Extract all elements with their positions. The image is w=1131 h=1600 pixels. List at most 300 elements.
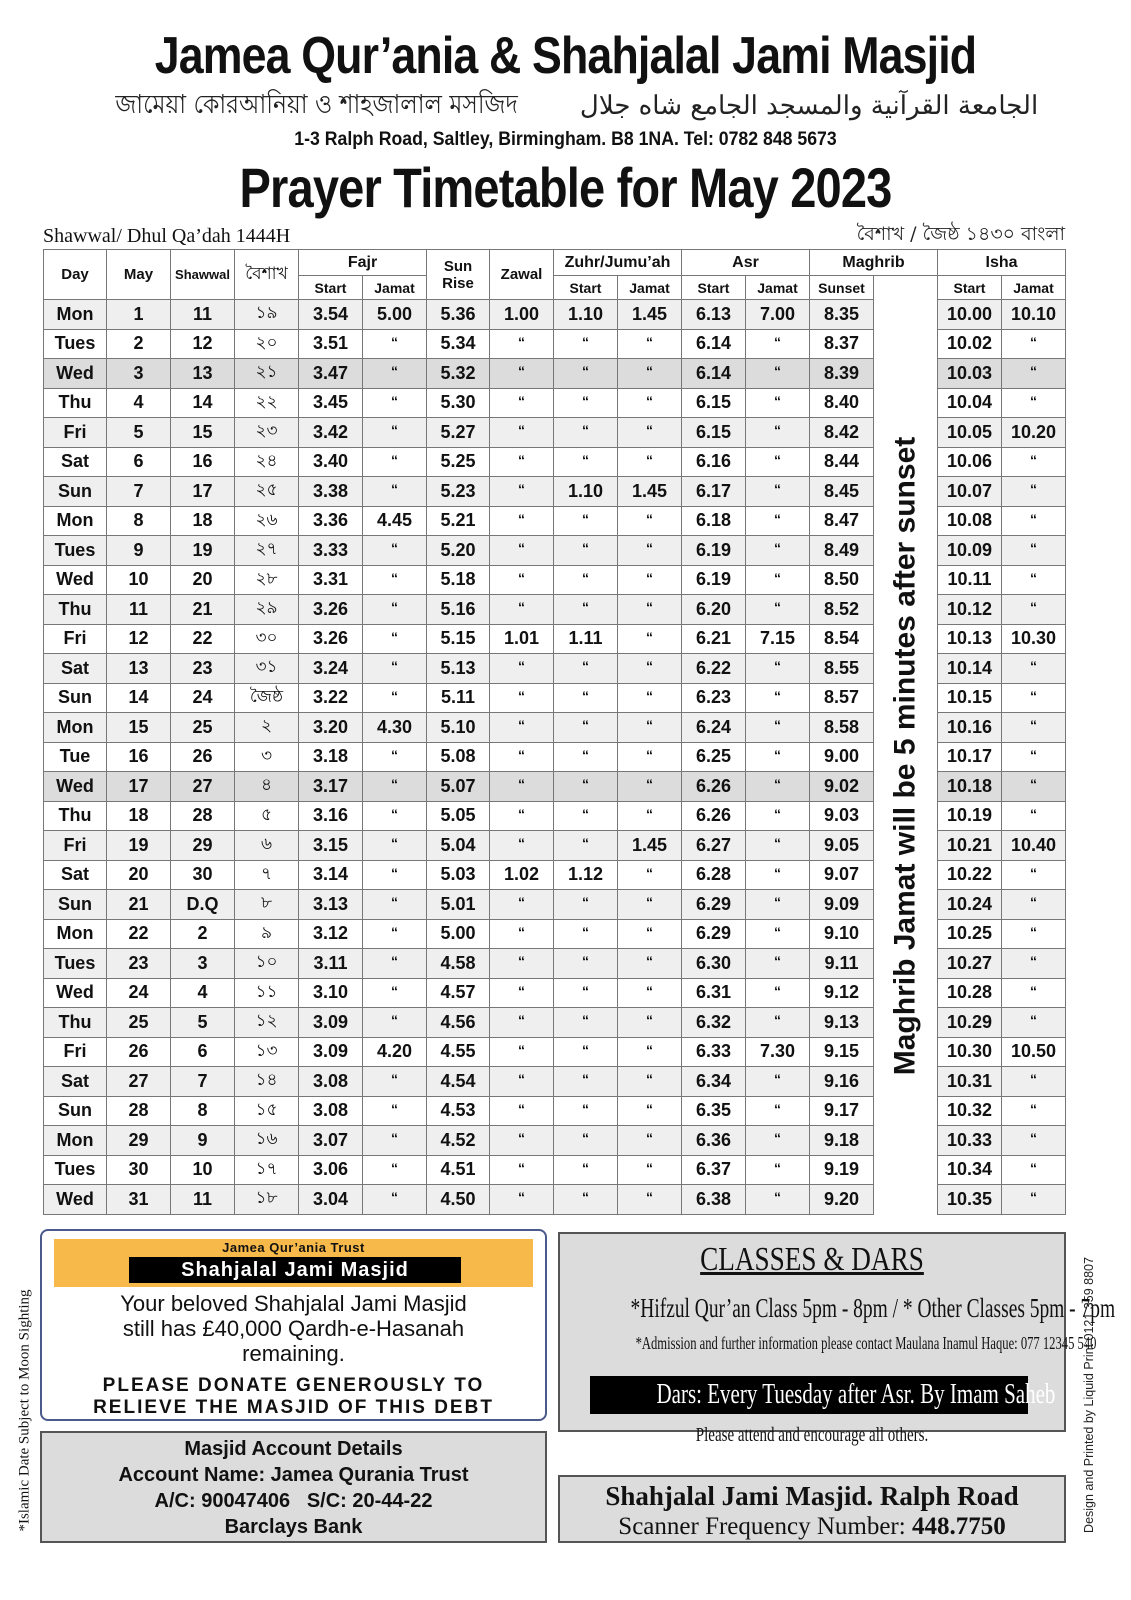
cell-isha-start: 10.21 <box>938 831 1002 861</box>
cell-isha-jamat: 10.10 <box>1002 300 1066 330</box>
masjid-address: 1-3 Ralph Road, Saltley, Birmingham. B8 1NA. Tel: 0782 848 5673 <box>294 129 837 150</box>
cell-fajr-start: 3.09 <box>299 1037 363 1067</box>
cell-zuhr-jamat: “ <box>618 447 682 477</box>
cell-date: 8 <box>107 506 171 536</box>
header-asr-jamat: Jamat <box>746 276 810 300</box>
cell-fajr-jamat: “ <box>363 1008 427 1038</box>
cell-day: Fri <box>44 1037 107 1067</box>
cell-zawal: “ <box>490 477 554 507</box>
cell-zuhr-start: “ <box>554 1096 618 1126</box>
classes-attend-note: Please attend and encourage all others. <box>695 1424 929 1446</box>
cell-fajr-jamat: “ <box>363 536 427 566</box>
cell-sunset: 8.58 <box>810 713 874 743</box>
header-zuhr-jamat: Jamat <box>618 276 682 300</box>
cell-asr-jamat: “ <box>746 1126 810 1156</box>
cell-zuhr-start: “ <box>554 1155 618 1185</box>
cell-zuhr-start: “ <box>554 595 618 625</box>
table-row <box>44 418 1066 448</box>
cell-maghrib-gap <box>874 1155 938 1185</box>
cell-isha-jamat: “ <box>1002 1096 1066 1126</box>
cell-day: Mon <box>44 1126 107 1156</box>
cell-hijri: 13 <box>171 359 235 389</box>
header-fajr: Fajr <box>299 250 427 276</box>
cell-asr-jamat: “ <box>746 418 810 448</box>
cell-asr-start: 6.26 <box>682 801 746 831</box>
header-bengali: বৈশাখ <box>235 250 299 300</box>
cell-asr-jamat: “ <box>746 536 810 566</box>
cell-zuhr-jamat: “ <box>618 1126 682 1156</box>
cell-asr-jamat: “ <box>746 713 810 743</box>
cell-zawal: “ <box>490 1037 554 1067</box>
header-zuhr-start: Start <box>554 276 618 300</box>
cell-bengali: ৪ <box>235 772 299 802</box>
cell-bengali: ৩১ <box>235 654 299 684</box>
cell-zuhr-jamat: “ <box>618 978 682 1008</box>
cell-sunrise: 4.57 <box>427 978 490 1008</box>
cell-fajr-start: 3.08 <box>299 1067 363 1097</box>
cell-asr-start: 6.24 <box>682 713 746 743</box>
cell-day: Fri <box>44 831 107 861</box>
cell-fajr-jamat: “ <box>363 1155 427 1185</box>
cell-fajr-jamat: 4.45 <box>363 506 427 536</box>
cell-asr-start: 6.30 <box>682 949 746 979</box>
cell-zawal: “ <box>490 831 554 861</box>
cell-date: 28 <box>107 1096 171 1126</box>
cell-maghrib-gap <box>874 624 938 654</box>
cell-bengali: ১৮ <box>235 1185 299 1215</box>
cell-zuhr-jamat: “ <box>618 506 682 536</box>
cell-asr-start: 6.21 <box>682 624 746 654</box>
cell-isha-jamat: “ <box>1002 536 1066 566</box>
cell-zawal: “ <box>490 447 554 477</box>
table-row <box>44 1185 1066 1215</box>
cell-maghrib-gap <box>874 418 938 448</box>
cell-fajr-jamat: “ <box>363 359 427 389</box>
cell-isha-jamat: “ <box>1002 860 1066 890</box>
dars-banner <box>590 1376 1056 1414</box>
cell-date: 2 <box>107 329 171 359</box>
cell-asr-start: 6.26 <box>682 772 746 802</box>
cell-isha-start: 10.30 <box>938 1037 1002 1067</box>
cell-hijri: 21 <box>171 595 235 625</box>
cell-zawal: “ <box>490 713 554 743</box>
cell-asr-jamat: “ <box>746 1096 810 1126</box>
cell-zuhr-start: “ <box>554 890 618 920</box>
islamic-date-note-text: *Islamic Date Subject to Moon Sighting <box>16 1288 33 1532</box>
cell-maghrib-gap <box>874 1185 938 1215</box>
cell-isha-jamat: “ <box>1002 890 1066 920</box>
cell-day: Fri <box>44 624 107 654</box>
cell-date: 15 <box>107 713 171 743</box>
cell-zawal: “ <box>490 772 554 802</box>
islamic-date-note <box>14 1270 36 1550</box>
cell-isha-jamat: “ <box>1002 713 1066 743</box>
cell-isha-jamat: “ <box>1002 447 1066 477</box>
cell-sunrise: 5.18 <box>427 565 490 595</box>
classes-heading: CLASSES & DARS <box>700 1241 924 1278</box>
hijri-months-label: Shawwal/ Dhul Qa’dah 1444H <box>43 225 291 247</box>
cell-day: Thu <box>44 801 107 831</box>
cell-date: 16 <box>107 742 171 772</box>
cell-zuhr-jamat: “ <box>618 565 682 595</box>
cell-fajr-jamat: “ <box>363 329 427 359</box>
cell-asr-jamat: “ <box>746 949 810 979</box>
cell-date: 4 <box>107 388 171 418</box>
donation-message-line: still has £40,000 Qardh-e-Hasanah <box>122 1316 465 1341</box>
cell-bengali: ৫ <box>235 801 299 831</box>
cell-asr-start: 6.14 <box>682 359 746 389</box>
cell-asr-jamat: 7.15 <box>746 624 810 654</box>
cell-isha-start: 10.03 <box>938 359 1002 389</box>
header-day: Day <box>44 250 107 300</box>
cell-day: Wed <box>44 359 107 389</box>
cell-bengali: ২৭ <box>235 536 299 566</box>
cell-zuhr-start: “ <box>554 683 618 713</box>
cell-sunrise: 4.55 <box>427 1037 490 1067</box>
cell-date: 7 <box>107 477 171 507</box>
table-row <box>44 447 1066 477</box>
cell-fajr-start: 3.26 <box>299 624 363 654</box>
cell-asr-start: 6.34 <box>682 1067 746 1097</box>
cell-day: Wed <box>44 565 107 595</box>
cell-isha-jamat: 10.30 <box>1002 624 1066 654</box>
cell-sunrise: 5.25 <box>427 447 490 477</box>
cell-zuhr-start: 1.11 <box>554 624 618 654</box>
cell-zuhr-start: “ <box>554 388 618 418</box>
cell-sunrise: 5.15 <box>427 624 490 654</box>
cell-sunrise: 5.21 <box>427 506 490 536</box>
cell-maghrib-gap <box>874 477 938 507</box>
donation-call-to-action <box>42 1375 545 1419</box>
cell-asr-start: 6.33 <box>682 1037 746 1067</box>
cell-isha-jamat: “ <box>1002 742 1066 772</box>
cell-day: Tues <box>44 1155 107 1185</box>
cell-sunset: 9.03 <box>810 801 874 831</box>
table-row <box>44 300 1066 330</box>
cell-isha-jamat: “ <box>1002 949 1066 979</box>
cell-isha-jamat: “ <box>1002 329 1066 359</box>
cell-hijri: 16 <box>171 447 235 477</box>
cell-isha-jamat: 10.40 <box>1002 831 1066 861</box>
account-bank: Barclays Bank <box>224 1516 363 1538</box>
scanner-frequency-value: 448.7750 <box>911 1513 1006 1540</box>
cell-zuhr-jamat: “ <box>618 1185 682 1215</box>
timetable-title: Prayer Timetable for May 2023 <box>239 156 892 219</box>
cell-zuhr-start: “ <box>554 713 618 743</box>
cell-fajr-jamat: “ <box>363 1126 427 1156</box>
cell-maghrib-gap <box>874 919 938 949</box>
cell-sunset: 8.52 <box>810 595 874 625</box>
cell-date: 29 <box>107 1126 171 1156</box>
cell-sunrise: 4.56 <box>427 1008 490 1038</box>
cell-asr-start: 6.37 <box>682 1155 746 1185</box>
cell-isha-start: 10.27 <box>938 949 1002 979</box>
table-row <box>44 919 1066 949</box>
cell-day: Sat <box>44 447 107 477</box>
cell-asr-start: 6.20 <box>682 595 746 625</box>
cell-zawal: “ <box>490 1096 554 1126</box>
cell-asr-jamat: “ <box>746 359 810 389</box>
cell-bengali: ২ <box>235 713 299 743</box>
cell-bengali: ১৭ <box>235 1155 299 1185</box>
cell-isha-jamat: “ <box>1002 801 1066 831</box>
cell-sunset: 9.13 <box>810 1008 874 1038</box>
header-maghrib: Maghrib <box>810 250 938 276</box>
cell-asr-start: 6.23 <box>682 683 746 713</box>
cell-sunset: 9.15 <box>810 1037 874 1067</box>
header-asr-start: Start <box>682 276 746 300</box>
cell-sunrise: 5.10 <box>427 713 490 743</box>
header-fajr-jamat: Jamat <box>363 276 427 300</box>
header-isha: Isha <box>938 250 1066 276</box>
cell-isha-jamat: “ <box>1002 506 1066 536</box>
header-isha-jamat: Jamat <box>1002 276 1066 300</box>
cell-sunrise: 5.16 <box>427 595 490 625</box>
cell-date: 1 <box>107 300 171 330</box>
cell-asr-start: 6.16 <box>682 447 746 477</box>
cell-date: 31 <box>107 1185 171 1215</box>
cell-zuhr-jamat: “ <box>618 1008 682 1038</box>
cell-date: 17 <box>107 772 171 802</box>
header-maghrib-gap <box>874 276 938 300</box>
cell-sunrise: 5.13 <box>427 654 490 684</box>
cell-maghrib-gap <box>874 949 938 979</box>
cell-asr-start: 6.14 <box>682 329 746 359</box>
cell-fajr-jamat: “ <box>363 1185 427 1215</box>
cell-hijri: 25 <box>171 713 235 743</box>
cell-sunset: 8.49 <box>810 536 874 566</box>
cell-fajr-start: 3.11 <box>299 949 363 979</box>
cell-date: 3 <box>107 359 171 389</box>
cell-hijri: 14 <box>171 388 235 418</box>
cell-fajr-start: 3.04 <box>299 1185 363 1215</box>
cell-hijri: 8 <box>171 1096 235 1126</box>
cell-hijri: 5 <box>171 1008 235 1038</box>
cell-isha-start: 10.22 <box>938 860 1002 890</box>
cell-sunset: 9.00 <box>810 742 874 772</box>
cell-sunset: 8.50 <box>810 565 874 595</box>
cell-date: 22 <box>107 919 171 949</box>
cell-asr-jamat: “ <box>746 506 810 536</box>
cell-asr-jamat: “ <box>746 329 810 359</box>
cell-zawal: “ <box>490 388 554 418</box>
cell-asr-start: 6.19 <box>682 565 746 595</box>
cell-zuhr-start: “ <box>554 1037 618 1067</box>
cell-hijri: 10 <box>171 1155 235 1185</box>
cell-sunrise: 5.03 <box>427 860 490 890</box>
cell-zawal: “ <box>490 1008 554 1038</box>
account-name: Account Name: Jamea Qurania Trust <box>118 1464 469 1486</box>
cell-asr-jamat: 7.00 <box>746 300 810 330</box>
cell-isha-jamat: “ <box>1002 1126 1066 1156</box>
cell-asr-start: 6.17 <box>682 477 746 507</box>
cell-sunset: 9.10 <box>810 919 874 949</box>
cell-asr-jamat: “ <box>746 565 810 595</box>
cell-sunset: 8.37 <box>810 329 874 359</box>
cell-sunset: 8.44 <box>810 447 874 477</box>
cell-bengali: ১১ <box>235 978 299 1008</box>
bengali-months-label: বৈশাখ / জৈষ্ঠ ১৪৩০ বাংলা <box>856 223 1065 245</box>
cell-zawal: 1.01 <box>490 624 554 654</box>
cell-fajr-start: 3.09 <box>299 1008 363 1038</box>
cell-isha-start: 10.29 <box>938 1008 1002 1038</box>
table-row <box>44 1126 1066 1156</box>
cell-sunset: 8.39 <box>810 359 874 389</box>
cell-maghrib-gap <box>874 772 938 802</box>
cell-maghrib-gap <box>874 1037 938 1067</box>
cell-date: 13 <box>107 654 171 684</box>
cell-asr-jamat: “ <box>746 978 810 1008</box>
cell-isha-start: 10.19 <box>938 801 1002 831</box>
cell-sunrise: 5.36 <box>427 300 490 330</box>
cell-hijri: 30 <box>171 860 235 890</box>
cell-fajr-start: 3.33 <box>299 536 363 566</box>
cell-asr-jamat: “ <box>746 919 810 949</box>
cell-sunrise: 5.05 <box>427 801 490 831</box>
cell-isha-jamat: “ <box>1002 388 1066 418</box>
cell-maghrib-gap <box>874 1096 938 1126</box>
cell-date: 6 <box>107 447 171 477</box>
cell-sunrise: 4.53 <box>427 1096 490 1126</box>
cell-sunset: 9.18 <box>810 1126 874 1156</box>
scanner-frequency-box <box>558 1475 1066 1543</box>
cell-isha-jamat: “ <box>1002 978 1066 1008</box>
cell-zawal: “ <box>490 919 554 949</box>
cell-bengali: ১৬ <box>235 1126 299 1156</box>
cell-fajr-start: 3.07 <box>299 1126 363 1156</box>
cell-sunrise: 5.07 <box>427 772 490 802</box>
cell-sunset: 8.57 <box>810 683 874 713</box>
cell-fajr-start: 3.31 <box>299 565 363 595</box>
cell-asr-jamat: “ <box>746 890 810 920</box>
cell-isha-start: 10.33 <box>938 1126 1002 1156</box>
cell-asr-jamat: “ <box>746 683 810 713</box>
cell-day: Fri <box>44 418 107 448</box>
cell-date: 27 <box>107 1067 171 1097</box>
cell-hijri: 22 <box>171 624 235 654</box>
timetable-body <box>44 300 1066 1215</box>
cell-fajr-start: 3.51 <box>299 329 363 359</box>
cell-sunrise: 4.51 <box>427 1155 490 1185</box>
cell-sunset: 9.05 <box>810 831 874 861</box>
cell-fajr-start: 3.20 <box>299 713 363 743</box>
table-row <box>44 1096 1066 1126</box>
cell-maghrib-gap <box>874 654 938 684</box>
cell-zuhr-start: “ <box>554 1008 618 1038</box>
cell-asr-jamat: “ <box>746 654 810 684</box>
cell-zuhr-jamat: “ <box>618 1037 682 1067</box>
cell-asr-start: 6.32 <box>682 1008 746 1038</box>
cell-fajr-jamat: “ <box>363 683 427 713</box>
masjid-title-bengali: জামেয়া কোরআনিয়া ও শাহজালাল মসজিদ <box>115 90 518 120</box>
cell-zuhr-start: “ <box>554 949 618 979</box>
cell-sunset: 9.16 <box>810 1067 874 1097</box>
cell-asr-start: 6.22 <box>682 654 746 684</box>
cell-zuhr-jamat: “ <box>618 949 682 979</box>
cell-isha-start: 10.09 <box>938 536 1002 566</box>
cell-zuhr-start: “ <box>554 1185 618 1215</box>
cell-fajr-start: 3.14 <box>299 860 363 890</box>
cell-date: 21 <box>107 890 171 920</box>
cell-bengali: ২৪ <box>235 447 299 477</box>
cell-isha-jamat: “ <box>1002 565 1066 595</box>
cell-day: Sat <box>44 860 107 890</box>
cell-isha-jamat: “ <box>1002 359 1066 389</box>
table-row <box>44 477 1066 507</box>
cell-isha-start: 10.05 <box>938 418 1002 448</box>
cell-asr-start: 6.15 <box>682 388 746 418</box>
cell-fajr-jamat: “ <box>363 978 427 1008</box>
cell-sunset: 8.40 <box>810 388 874 418</box>
cell-hijri: 17 <box>171 477 235 507</box>
cell-fajr-start: 3.42 <box>299 418 363 448</box>
cell-zawal: “ <box>490 565 554 595</box>
classes-contact: *Admission and further information please contact Maulana Inamul Haque: 077 12345 540 <box>635 1333 1097 1353</box>
cell-sunrise: 5.11 <box>427 683 490 713</box>
cell-zuhr-start: “ <box>554 447 618 477</box>
cell-fajr-jamat: 5.00 <box>363 300 427 330</box>
cell-fajr-start: 3.12 <box>299 919 363 949</box>
cell-zuhr-start: “ <box>554 742 618 772</box>
cell-day: Sun <box>44 1096 107 1126</box>
cell-isha-jamat: 10.20 <box>1002 418 1066 448</box>
cell-zuhr-start: “ <box>554 418 618 448</box>
cell-date: 10 <box>107 565 171 595</box>
cell-isha-start: 10.31 <box>938 1067 1002 1097</box>
cell-asr-jamat: “ <box>746 1155 810 1185</box>
cell-sunset: 9.09 <box>810 890 874 920</box>
table-row <box>44 565 1066 595</box>
cell-day: Tue <box>44 742 107 772</box>
cell-isha-start: 10.35 <box>938 1185 1002 1215</box>
cell-isha-start: 10.14 <box>938 654 1002 684</box>
cell-bengali: ২১ <box>235 359 299 389</box>
cell-bengali: ৩ <box>235 742 299 772</box>
donation-cta-line: RELIEVE THE MASJID OF THIS DEBT <box>93 1397 494 1418</box>
cell-day: Sat <box>44 654 107 684</box>
cell-bengali: ১৩ <box>235 1037 299 1067</box>
cell-isha-jamat: “ <box>1002 595 1066 625</box>
cell-sunset: 8.35 <box>810 300 874 330</box>
cell-bengali: ২৫ <box>235 477 299 507</box>
cell-fajr-jamat: “ <box>363 595 427 625</box>
cell-bengali: ৮ <box>235 890 299 920</box>
cell-asr-jamat: 7.30 <box>746 1037 810 1067</box>
cell-zuhr-jamat: “ <box>618 329 682 359</box>
cell-asr-start: 6.36 <box>682 1126 746 1156</box>
cell-bengali: ৩০ <box>235 624 299 654</box>
cell-fajr-jamat: “ <box>363 949 427 979</box>
cell-zuhr-jamat: “ <box>618 418 682 448</box>
cell-maghrib-gap <box>874 801 938 831</box>
cell-maghrib-gap <box>874 388 938 418</box>
cell-zawal: “ <box>490 1155 554 1185</box>
cell-zuhr-jamat: “ <box>618 772 682 802</box>
cell-maghrib-gap <box>874 890 938 920</box>
table-row <box>44 860 1066 890</box>
cell-day: Tues <box>44 329 107 359</box>
cell-isha-start: 10.18 <box>938 772 1002 802</box>
cell-sunrise: 5.04 <box>427 831 490 861</box>
cell-zuhr-jamat: 1.45 <box>618 300 682 330</box>
cell-zuhr-start: “ <box>554 506 618 536</box>
cell-fajr-start: 3.38 <box>299 477 363 507</box>
printer-credit-text: Design and Printed by Liquid Print 0121 359 8807 <box>1082 1257 1096 1533</box>
cell-fajr-jamat: “ <box>363 860 427 890</box>
cell-asr-start: 6.29 <box>682 890 746 920</box>
cell-zuhr-jamat: “ <box>618 536 682 566</box>
cell-asr-start: 6.28 <box>682 860 746 890</box>
